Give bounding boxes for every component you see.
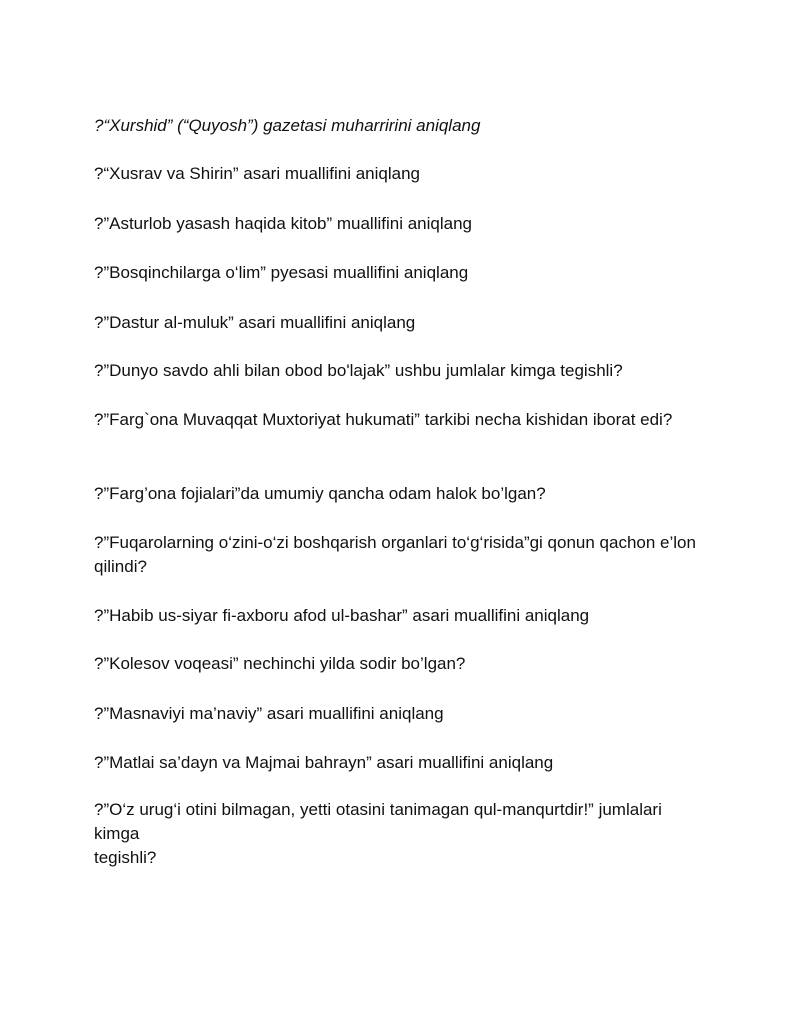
- question-xurshid-editor: ?“Xurshid” (“Quyosh”) gazetasi muharririni aniqlang: [94, 116, 481, 135]
- question-matlai-sadayn-author: ?”Matlai sa’dayn va Majmai bahrayn” asari muallifini aniqlang: [94, 753, 554, 772]
- question-manqurt-line-3: tegishli?: [94, 848, 157, 867]
- question-habib-us-siyar-author: ?”Habib us-siyar fi-axboru afod ul-bashar” asari muallifini aniqlang: [94, 606, 590, 625]
- question-xusrav-shirin-author: ?“Xusrav va Shirin” asari muallifini aniqlang: [94, 164, 420, 183]
- question-manqurt-line-1: ?”O‘z urug‘i otini bilmagan, yetti otasini tanimagan qul-manqurtdir!” jumlalari: [94, 800, 662, 819]
- question-bosqinchilarga-olim-author: ?”Bosqinchilarga o‘lim” pyesasi muallifini aniqlang: [94, 263, 469, 282]
- question-fargona-government-members: ?”Farg`ona Muvaqqat Muxtoriyat hukumati” tarkibi necha kishidan iborat edi?: [94, 410, 673, 429]
- question-manqurt-line-2: kimga: [94, 824, 140, 843]
- question-asturlob-book-author: ?”Asturlob yasash haqida kitob” muallifini aniqlang: [94, 214, 472, 233]
- question-kolesov-event-year: ?”Kolesov voqeasi” nechinchi yilda sodir bo’lgan?: [94, 654, 466, 673]
- question-self-government-law-date: ?”Fuqarolarning o‘zini-o‘zi boshqarish organlari to‘g‘risida”gi qonun qachon e’lon qilindi?: [94, 533, 696, 576]
- question-dastur-al-muluk-author: ?”Dastur al-muluk” asari muallifini aniqlang: [94, 313, 416, 332]
- question-dunyo-savdo-quote: ?”Dunyo savdo ahli bilan obod bo'lajak” ushbu jumlalar kimga tegishli?: [94, 361, 623, 380]
- question-manqurt-quote: [94, 798, 706, 870]
- question-fargona-tragedies-deaths: ?”Farg’ona fojialari”da umumiy qancha odam halok bo’lgan?: [94, 484, 546, 503]
- question-masnaviyi-manaviy-author: ?”Masnaviyi ma’naviy” asari muallifini aniqlang: [94, 704, 444, 723]
